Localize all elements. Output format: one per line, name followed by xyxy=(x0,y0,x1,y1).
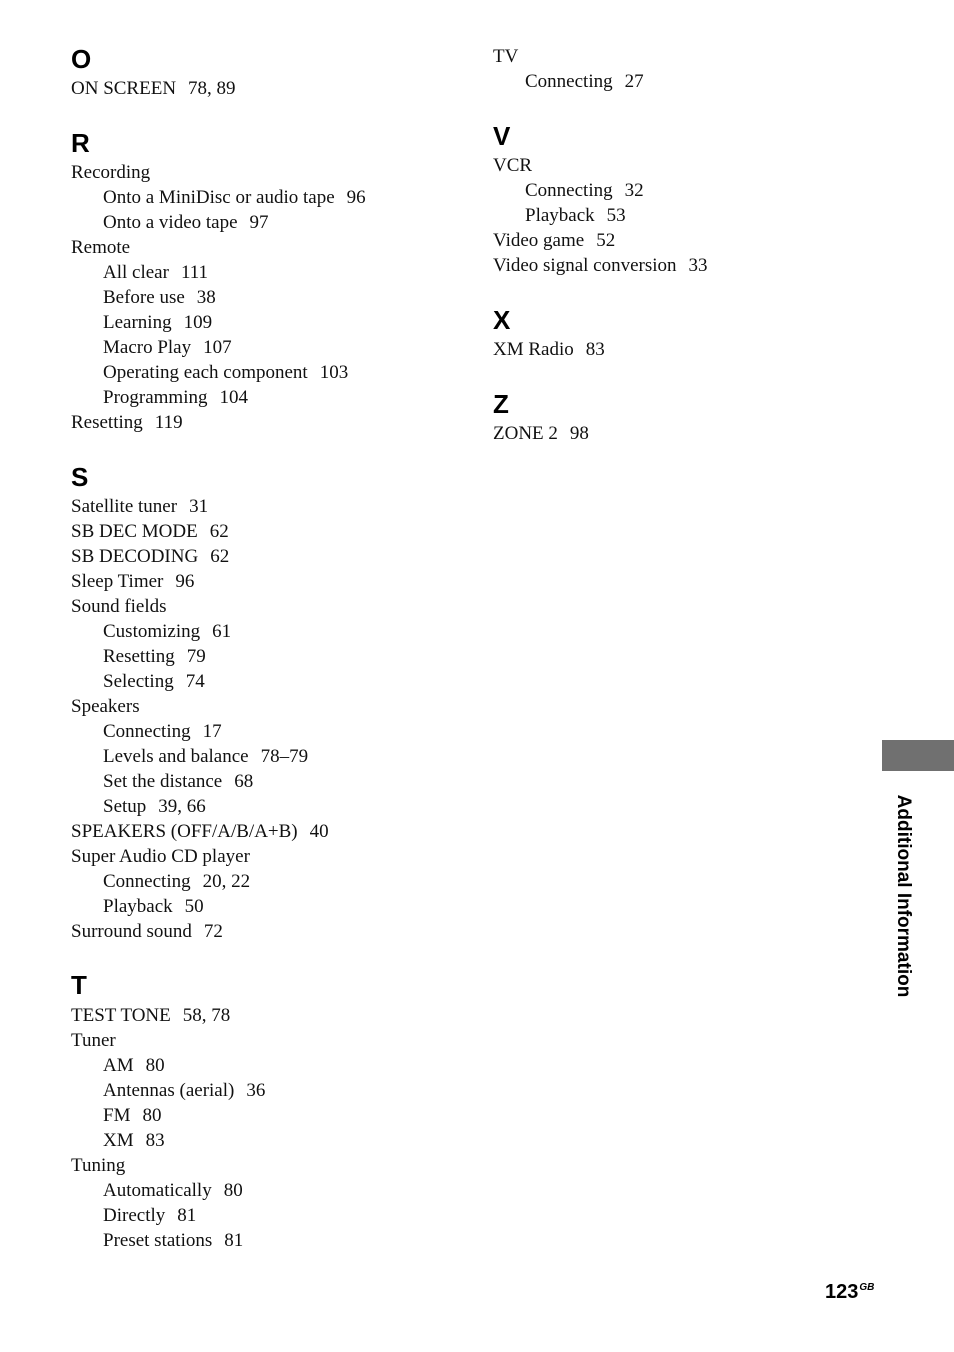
index-term: Tuning xyxy=(71,1155,126,1176)
index-page-ref: 103 xyxy=(319,362,349,383)
index-page-ref: 20, 22 xyxy=(202,871,251,892)
index-entry xyxy=(71,594,167,619)
index-entry xyxy=(71,1003,230,1028)
index-subentry xyxy=(525,178,644,203)
index-page-ref: 36 xyxy=(246,1080,266,1101)
index-page-ref: 53 xyxy=(606,205,626,226)
index-term: SB DECODING xyxy=(71,546,199,567)
index-term: XM xyxy=(103,1130,134,1151)
index-subentry xyxy=(103,310,212,335)
index-page-ref: 81 xyxy=(224,1230,244,1251)
index-subentry xyxy=(103,669,205,694)
index-term: Sound fields xyxy=(71,596,167,617)
index-entry xyxy=(71,919,223,944)
index-term: Setup xyxy=(103,796,147,817)
index-term: Recording xyxy=(71,162,151,183)
index-entry xyxy=(71,494,208,519)
index-term: SB DEC MODE xyxy=(71,521,198,542)
index-subentry xyxy=(103,744,308,769)
index-term: Sleep Timer xyxy=(71,571,164,592)
index-subentry xyxy=(103,285,216,310)
index-page-ref: 62 xyxy=(210,546,230,567)
index-subentry xyxy=(103,185,366,210)
index-page-ref: 61 xyxy=(212,621,232,642)
index-page-ref: 72 xyxy=(203,921,223,942)
index-term: Operating each component xyxy=(103,362,308,383)
index-entry xyxy=(493,228,615,253)
index-subentry xyxy=(103,769,253,794)
index-page-ref: 80 xyxy=(142,1105,162,1126)
index-term: Connecting xyxy=(525,180,613,201)
index-term: SPEAKERS (OFF/A/B/A+B) xyxy=(71,821,298,842)
page-number-value: 123 xyxy=(825,1281,859,1303)
index-subentry xyxy=(103,619,231,644)
index-entry xyxy=(71,1028,116,1053)
index-subentry xyxy=(525,203,626,228)
index-term: Customizing xyxy=(103,621,201,642)
index-term: Programming xyxy=(103,387,208,408)
index-page-ref: 80 xyxy=(223,1180,243,1201)
index-term: Surround sound xyxy=(71,921,192,942)
index-term: Directly xyxy=(103,1205,166,1226)
index-term: All clear xyxy=(103,262,169,283)
index-entry xyxy=(71,544,229,569)
index-term: Resetting xyxy=(71,412,143,433)
index-letter-heading: S xyxy=(71,462,89,492)
index-term: Connecting xyxy=(525,71,613,92)
index-subentry xyxy=(525,69,644,94)
index-entry xyxy=(71,410,183,435)
index-term: Super Audio CD player xyxy=(71,846,250,867)
index-term: Preset stations xyxy=(103,1230,213,1251)
index-page-ref: 39, 66 xyxy=(158,796,206,817)
index-subentry xyxy=(103,1203,196,1228)
index-term: FM xyxy=(103,1105,131,1126)
index-page-ref: 17 xyxy=(202,721,222,742)
index-letter-heading: R xyxy=(71,128,90,158)
index-page-ref: 31 xyxy=(189,496,209,517)
index-page-ref: 74 xyxy=(185,671,205,692)
index-page-ref: 111 xyxy=(180,262,209,283)
section-tab-label: Additional Information xyxy=(893,794,914,998)
index-page-ref: 58, 78 xyxy=(182,1005,231,1026)
index-term: Before use xyxy=(103,287,185,308)
index-entry xyxy=(493,153,532,178)
index-subentry xyxy=(103,1228,243,1253)
index-page-ref: 27 xyxy=(624,71,644,92)
index-letter-heading: X xyxy=(493,305,511,335)
index-term: Connecting xyxy=(103,721,191,742)
index-term: XM Radio xyxy=(493,339,574,360)
index-page-ref: 96 xyxy=(175,571,195,592)
index-page-ref: 80 xyxy=(145,1055,165,1076)
index-term: AM xyxy=(103,1055,134,1076)
index-entry xyxy=(493,253,708,278)
index-term: ZONE 2 xyxy=(493,423,558,444)
index-term: Levels and balance xyxy=(103,746,249,767)
index-term: Set the distance xyxy=(103,771,223,792)
index-subentry xyxy=(103,1078,265,1103)
index-subentry xyxy=(103,869,250,894)
index-subentry xyxy=(103,894,204,919)
index-page-ref: 119 xyxy=(154,412,183,433)
index-page-ref: 32 xyxy=(624,180,644,201)
index-term: Speakers xyxy=(71,696,140,717)
index-term: Playback xyxy=(525,205,595,226)
index-term: ON SCREEN xyxy=(71,78,177,99)
index-term: Connecting xyxy=(103,871,191,892)
index-page-ref: 79 xyxy=(186,646,206,667)
index-subentry xyxy=(103,210,269,235)
index-term: TEST TONE xyxy=(71,1005,171,1026)
index-entry xyxy=(71,160,150,185)
index-term: Onto a video tape xyxy=(103,212,238,233)
index-page-ref: 97 xyxy=(249,212,269,233)
index-term: Learning xyxy=(103,312,172,333)
index-entry xyxy=(71,844,250,869)
index-page-ref: 104 xyxy=(219,387,248,408)
index-subentry xyxy=(103,794,206,819)
index-subentry xyxy=(103,644,206,669)
index-term: Onto a MiniDisc or audio tape xyxy=(103,187,335,208)
index-subentry xyxy=(103,719,222,744)
page-number-suffix: GB xyxy=(859,1282,875,1293)
index-term: TV xyxy=(493,46,519,67)
index-term: VCR xyxy=(493,155,533,176)
index-letter-heading: V xyxy=(493,121,511,151)
index-subentry xyxy=(103,1178,243,1203)
index-letter-heading: Z xyxy=(493,389,509,419)
index-page-ref: 96 xyxy=(346,187,366,208)
index-term: Macro Play xyxy=(103,337,192,358)
index-entry xyxy=(71,519,229,544)
index-page-ref: 38 xyxy=(196,287,216,308)
index-term: Satellite tuner xyxy=(71,496,178,517)
index-term: Video game xyxy=(493,230,585,251)
index-letter-heading: T xyxy=(71,970,87,1000)
index-entry xyxy=(493,337,605,362)
index-term: Resetting xyxy=(103,646,175,667)
index-entry xyxy=(71,694,140,719)
index-entry xyxy=(71,1153,125,1178)
index-page-ref: 62 xyxy=(209,521,229,542)
index-page-ref: 81 xyxy=(177,1205,197,1226)
index-entry xyxy=(493,421,589,446)
index-term: Tuner xyxy=(71,1030,116,1051)
index-page-ref: 52 xyxy=(596,230,616,251)
index-subentry xyxy=(103,385,248,410)
index-subentry xyxy=(103,260,208,285)
index-page-ref: 78, 89 xyxy=(188,78,236,99)
index-page-ref: 107 xyxy=(203,337,232,358)
index-entry xyxy=(71,76,236,101)
index-page-ref: 83 xyxy=(585,339,605,360)
index-page-ref: 109 xyxy=(183,312,213,333)
section-tab-marker xyxy=(882,740,954,771)
index-term: Selecting xyxy=(103,671,174,692)
index-page-ref: 40 xyxy=(309,821,329,842)
index-term: Video signal conversion xyxy=(493,255,677,276)
index-subentry xyxy=(103,360,348,385)
index-term: Antennas (aerial) xyxy=(103,1080,235,1101)
index-page-ref: 68 xyxy=(234,771,254,792)
index-term: Automatically xyxy=(103,1180,212,1201)
index-subentry xyxy=(103,1053,165,1078)
index-page-ref: 33 xyxy=(688,255,708,276)
index-term: Remote xyxy=(71,237,131,258)
index-page-ref: 50 xyxy=(184,896,204,917)
index-entry xyxy=(71,235,130,260)
index-page-ref: 78–79 xyxy=(260,746,309,767)
index-subentry xyxy=(103,1128,165,1153)
index-page-ref: 98 xyxy=(569,423,589,444)
index-page-ref: 83 xyxy=(145,1130,165,1151)
index-entry xyxy=(71,569,194,594)
index-entry xyxy=(493,44,518,69)
index-term: Playback xyxy=(103,896,173,917)
index-subentry xyxy=(103,335,232,360)
index-letter-heading: O xyxy=(71,44,92,74)
page-number xyxy=(825,1281,874,1304)
index-entry xyxy=(71,819,329,844)
index-subentry xyxy=(103,1103,161,1128)
